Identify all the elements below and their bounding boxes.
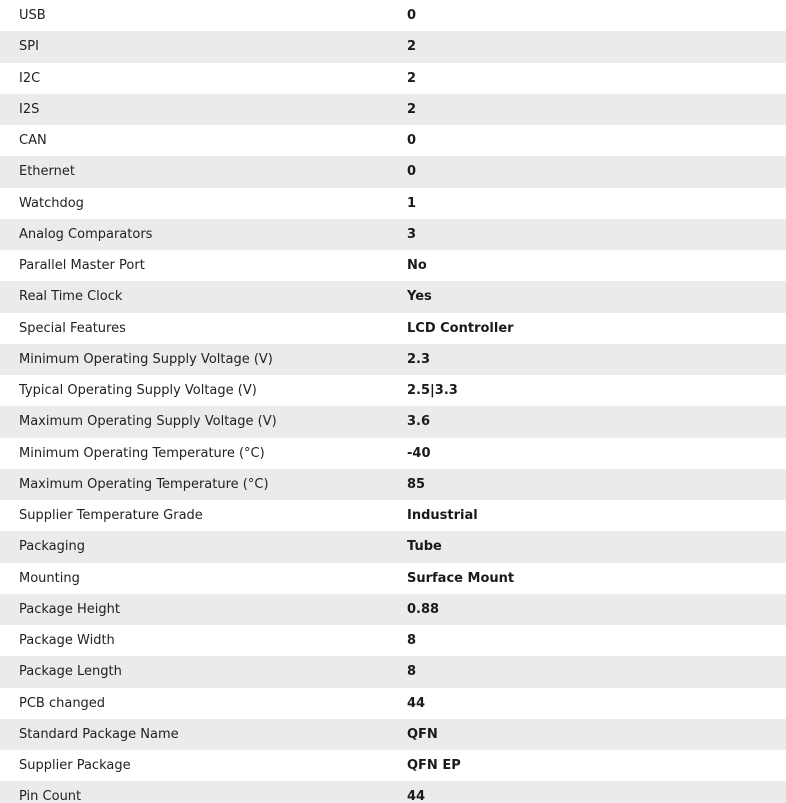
spec-value: 2.3 (407, 344, 786, 375)
spec-label: Package Height (0, 594, 407, 625)
table-row (0, 750, 786, 781)
spec-value: 0 (407, 156, 786, 187)
table-row (0, 375, 786, 406)
spec-value: LCD Controller (407, 320, 514, 336)
spec-value: 3.6 (407, 406, 786, 437)
table-row (0, 188, 786, 219)
table-row (0, 281, 786, 312)
spec-label: Minimum Operating Temperature (°C) (19, 445, 265, 461)
spec-value: 0.88 (407, 594, 786, 625)
table-row (0, 0, 786, 31)
spec-label: Maximum Operating Supply Voltage (V) (0, 406, 407, 437)
spec-value: 8 (407, 656, 786, 687)
spec-label: Packaging (0, 531, 407, 562)
table-row (0, 438, 786, 469)
spec-value: 2.5|3.3 (407, 383, 458, 399)
table-row (0, 31, 786, 62)
spec-label: SPI (0, 31, 407, 62)
spec-label: Package Width (19, 633, 115, 649)
spec-label: Standard Package Name (0, 719, 407, 750)
spec-value: 8 (407, 633, 417, 649)
spec-label: Analog Comparators (0, 219, 407, 250)
spec-value: Industrial (407, 508, 478, 524)
spec-label: Special Features (19, 320, 126, 336)
spec-value: 44 (407, 781, 786, 803)
table-row (0, 63, 786, 94)
spec-value: No (407, 258, 427, 274)
spec-value: 1 (407, 195, 417, 211)
spec-label: Package Length (0, 656, 407, 687)
table-row (0, 531, 786, 562)
spec-label: CAN (19, 133, 47, 149)
spec-value: 85 (407, 469, 786, 500)
table-row (0, 156, 786, 187)
spec-value: 0 (407, 133, 417, 149)
table-row (0, 94, 786, 125)
table-row (0, 563, 786, 594)
spec-label: Pin Count (0, 781, 407, 803)
table-row (0, 250, 786, 281)
spec-label: Typical Operating Supply Voltage (V) (19, 383, 257, 399)
table-row (0, 344, 786, 375)
table-row (0, 469, 786, 500)
table-row (0, 125, 786, 156)
spec-value: 3 (407, 219, 786, 250)
spec-label: Minimum Operating Supply Voltage (V) (0, 344, 407, 375)
table-row (0, 500, 786, 531)
spec-label: I2S (0, 94, 407, 125)
table-row (0, 719, 786, 750)
spec-value: 2 (407, 70, 417, 86)
spec-value: -40 (407, 445, 431, 461)
table-row (0, 313, 786, 344)
table-row (0, 219, 786, 250)
spec-label: I2C (19, 70, 41, 86)
spec-value: Tube (407, 531, 786, 562)
spec-value: 0 (407, 8, 417, 24)
spec-value: QFN (407, 719, 786, 750)
spec-label: Real Time Clock (0, 281, 407, 312)
spec-label: USB (19, 8, 46, 24)
spec-value: 44 (407, 695, 426, 711)
spec-label: PCB changed (19, 695, 106, 711)
table-row (0, 625, 786, 656)
spec-label: Ethernet (0, 156, 407, 187)
spec-value: Surface Mount (407, 570, 515, 586)
spec-label: Supplier Temperature Grade (19, 508, 203, 524)
table-row (0, 688, 786, 719)
table-row (0, 656, 786, 687)
spec-value: Yes (407, 281, 786, 312)
spec-label: Mounting (19, 570, 80, 586)
table-row (0, 594, 786, 625)
table-row (0, 781, 786, 803)
spec-value: QFN EP (407, 758, 461, 774)
spec-value: 2 (407, 31, 786, 62)
spec-label: Watchdog (19, 195, 84, 211)
spec-label: Maximum Operating Temperature (°C) (0, 469, 407, 500)
table-row (0, 406, 786, 437)
spec-label: Supplier Package (19, 758, 131, 774)
spec-value: 2 (407, 94, 786, 125)
spec-label: Parallel Master Port (19, 258, 145, 274)
